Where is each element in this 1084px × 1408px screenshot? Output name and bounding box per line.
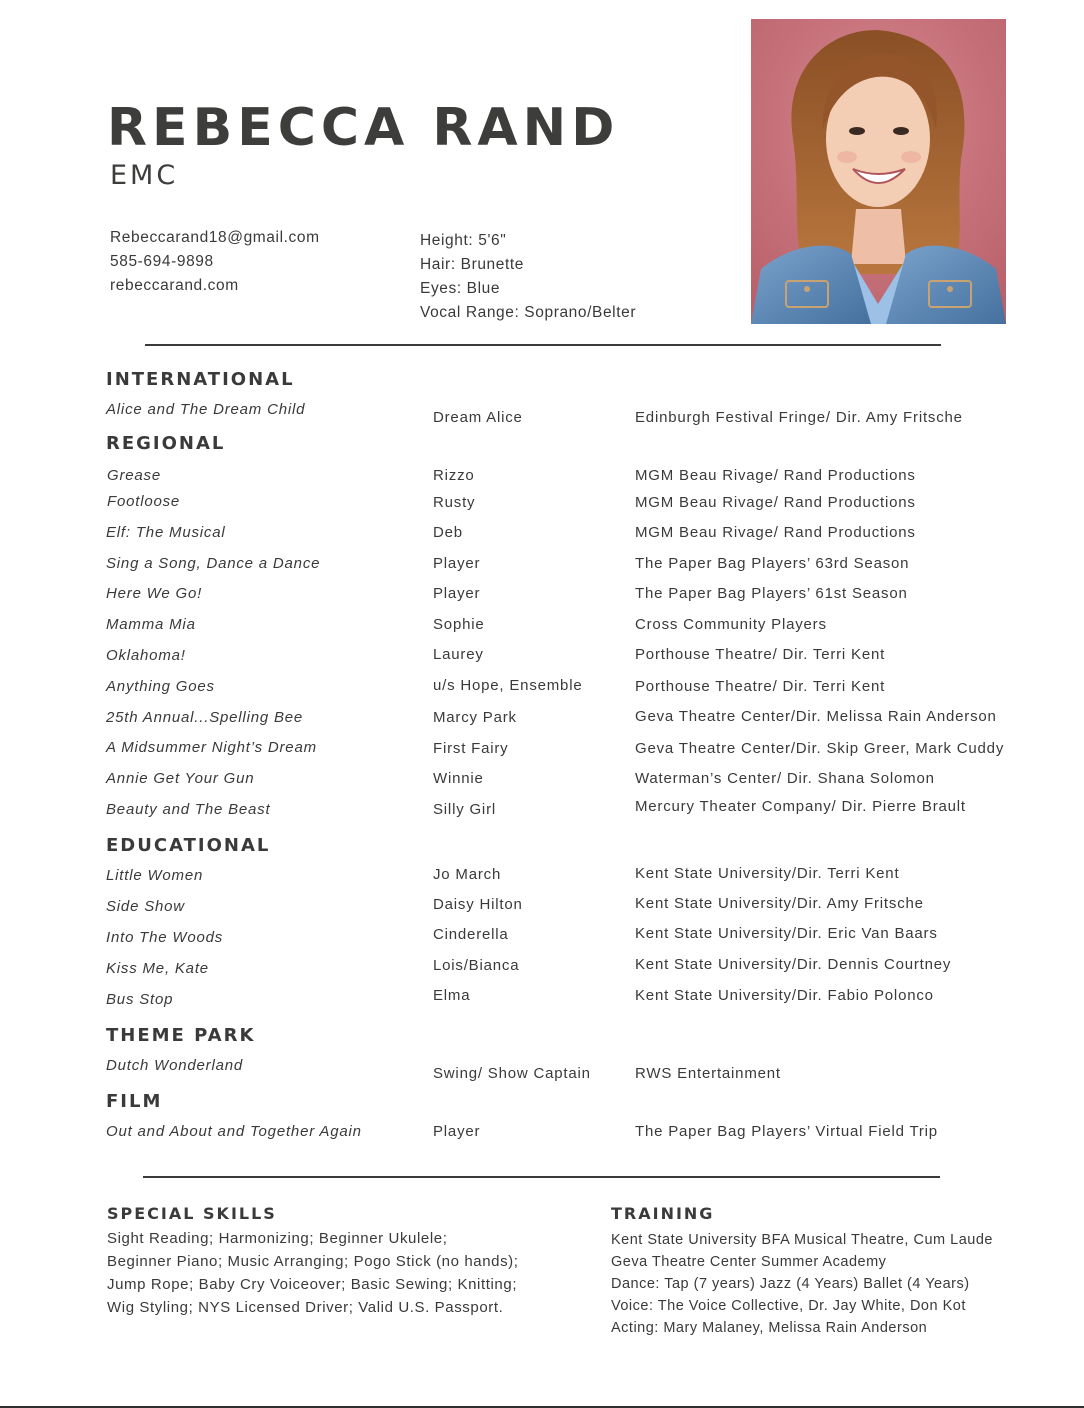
- credit-venue: Waterman’s Center/ Dir. Shana Solomon: [635, 770, 935, 787]
- eyes-stat: Eyes: Blue: [420, 280, 501, 297]
- top-divider: [145, 344, 941, 346]
- credit-role: Lois/Bianca: [433, 957, 520, 974]
- credit-venue: RWS Entertainment: [635, 1065, 781, 1082]
- skills-line: Sight Reading; Harmonizing; Beginner Ukulele;: [107, 1230, 448, 1247]
- training-line: Geva Theatre Center Summer Academy: [611, 1254, 887, 1270]
- section-heading-regional: REGIONAL: [106, 433, 226, 454]
- credit-role: Marcy Park: [433, 709, 517, 726]
- credit-role: Rizzo: [433, 467, 475, 484]
- skills-line: Wig Styling; NYS Licensed Driver; Valid U.S. Passport.: [107, 1299, 504, 1316]
- bottom-divider: [143, 1176, 940, 1178]
- credit-role: Deb: [433, 524, 463, 541]
- credit-role: Player: [433, 555, 481, 572]
- credit-venue: Kent State University/Dir. Fabio Polonco: [635, 987, 934, 1004]
- credit-show: Here We Go!: [106, 585, 203, 602]
- headshot-photo: [751, 19, 1006, 324]
- credit-show: Anything Goes: [106, 678, 215, 695]
- credit-show: Alice and The Dream Child: [106, 401, 306, 418]
- credit-show: Out and About and Together Again: [106, 1123, 362, 1140]
- credit-role: Dream Alice: [433, 409, 523, 426]
- credit-role: Silly Girl: [433, 801, 496, 818]
- credit-venue: MGM Beau Rivage/ Rand Productions: [635, 524, 916, 541]
- section-heading-theme-park: THEME PARK: [106, 1025, 256, 1046]
- credit-venue: The Paper Bag Players’ Virtual Field Trip: [635, 1123, 938, 1140]
- credit-role: Cinderella: [433, 926, 509, 943]
- credit-venue: Edinburgh Festival Fringe/ Dir. Amy Fritsche: [635, 409, 963, 426]
- credit-venue: Cross Community Players: [635, 616, 827, 633]
- credit-show: Bus Stop: [106, 991, 174, 1008]
- credit-show: Grease: [107, 467, 161, 484]
- credit-role: Swing/ Show Captain: [433, 1065, 591, 1082]
- credit-venue: MGM Beau Rivage/ Rand Productions: [635, 467, 916, 484]
- credit-venue: Mercury Theater Company/ Dir. Pierre Brault: [635, 798, 966, 815]
- credit-role: First Fairy: [433, 740, 509, 757]
- credit-venue: Kent State University/Dir. Eric Van Baars: [635, 925, 938, 942]
- skills-line: Beginner Piano; Music Arranging; Pogo Stick (no hands);: [107, 1253, 519, 1270]
- contact-info: [110, 226, 320, 298]
- training-text: [611, 1229, 993, 1339]
- credit-show: Dutch Wonderland: [106, 1057, 244, 1074]
- credit-show: Side Show: [106, 898, 185, 915]
- credit-venue: MGM Beau Rivage/ Rand Productions: [635, 494, 916, 511]
- credit-role: Elma: [433, 987, 471, 1004]
- credit-venue: Porthouse Theatre/ Dir. Terri Kent: [635, 646, 886, 663]
- credit-role: Rusty: [433, 494, 476, 511]
- special-skills-heading: SPECIAL SKILLS: [107, 1204, 277, 1223]
- credit-venue: Kent State University/Dir. Terri Kent: [635, 865, 900, 882]
- height-stat: Height: 5'6": [420, 232, 507, 249]
- credit-role: Winnie: [433, 770, 484, 787]
- training-line: Acting: Mary Malaney, Melissa Rain Anderson: [611, 1320, 928, 1336]
- credit-show: Sing a Song, Dance a Dance: [106, 555, 321, 572]
- performer-name: REBECCA RAND: [107, 98, 620, 158]
- credit-show: Kiss Me, Kate: [106, 960, 209, 977]
- training-line: Voice: The Voice Collective, Dr. Jay White, Don Kot: [611, 1298, 966, 1314]
- skills-line: Jump Rope; Baby Cry Voiceover; Basic Sewing; Knitting;: [107, 1276, 518, 1293]
- special-skills-text: [107, 1227, 519, 1319]
- email[interactable]: Rebeccarand18@gmail.com: [110, 229, 320, 246]
- hair-stat: Hair: Brunette: [420, 256, 525, 273]
- credit-role: Sophie: [433, 616, 485, 633]
- training-line: Kent State University BFA Musical Theatre, Cum Laude: [611, 1232, 993, 1248]
- credit-show: Footloose: [107, 493, 181, 510]
- vocal-range-stat: Vocal Range: Soprano/Belter: [420, 304, 637, 321]
- credit-role: u/s Hope, Ensemble: [433, 677, 583, 694]
- headshot-illustration: [751, 19, 1006, 324]
- credit-venue: Geva Theatre Center/Dir. Melissa Rain Anderson: [635, 708, 997, 725]
- phone[interactable]: 585-694-9898: [110, 253, 214, 270]
- training-heading: TRAINING: [611, 1204, 715, 1223]
- credit-venue: The Paper Bag Players’ 63rd Season: [635, 555, 910, 572]
- credit-role: Daisy Hilton: [433, 896, 523, 913]
- credit-venue: Kent State University/Dir. Dennis Courtney: [635, 956, 952, 973]
- credit-show: 25th Annual...Spelling Bee: [106, 709, 304, 726]
- credit-show: Mamma Mia: [106, 616, 196, 633]
- credit-show: Into The Woods: [106, 929, 224, 946]
- credit-venue: Geva Theatre Center/Dir. Skip Greer, Mark Cuddy: [635, 740, 1005, 757]
- section-heading-film: FILM: [106, 1091, 163, 1112]
- credit-role: Jo March: [433, 866, 502, 883]
- section-heading-educational: EDUCATIONAL: [106, 835, 271, 856]
- section-heading-international: INTERNATIONAL: [106, 369, 295, 390]
- credit-venue: The Paper Bag Players’ 61st Season: [635, 585, 908, 602]
- credit-venue: Kent State University/Dir. Amy Fritsche: [635, 895, 924, 912]
- credit-venue: Porthouse Theatre/ Dir. Terri Kent: [635, 678, 886, 695]
- credit-show: Little Women: [106, 867, 204, 884]
- credit-show: A Midsummer Night’s Dream: [106, 739, 317, 756]
- credit-role: Player: [433, 585, 481, 602]
- credit-role: Laurey: [433, 646, 484, 663]
- credit-show: Oklahoma!: [106, 647, 186, 664]
- physical-stats: [420, 229, 636, 325]
- credit-show: Elf: The Musical: [106, 524, 226, 541]
- union-status: EMC: [110, 160, 179, 191]
- credit-role: Player: [433, 1123, 481, 1140]
- credit-show: Beauty and The Beast: [106, 801, 271, 818]
- credit-show: Annie Get Your Gun: [106, 770, 255, 787]
- training-line: Dance: Tap (7 years) Jazz (4 Years) Ballet (4 Years): [611, 1276, 970, 1292]
- website[interactable]: rebeccarand.com: [110, 277, 239, 294]
